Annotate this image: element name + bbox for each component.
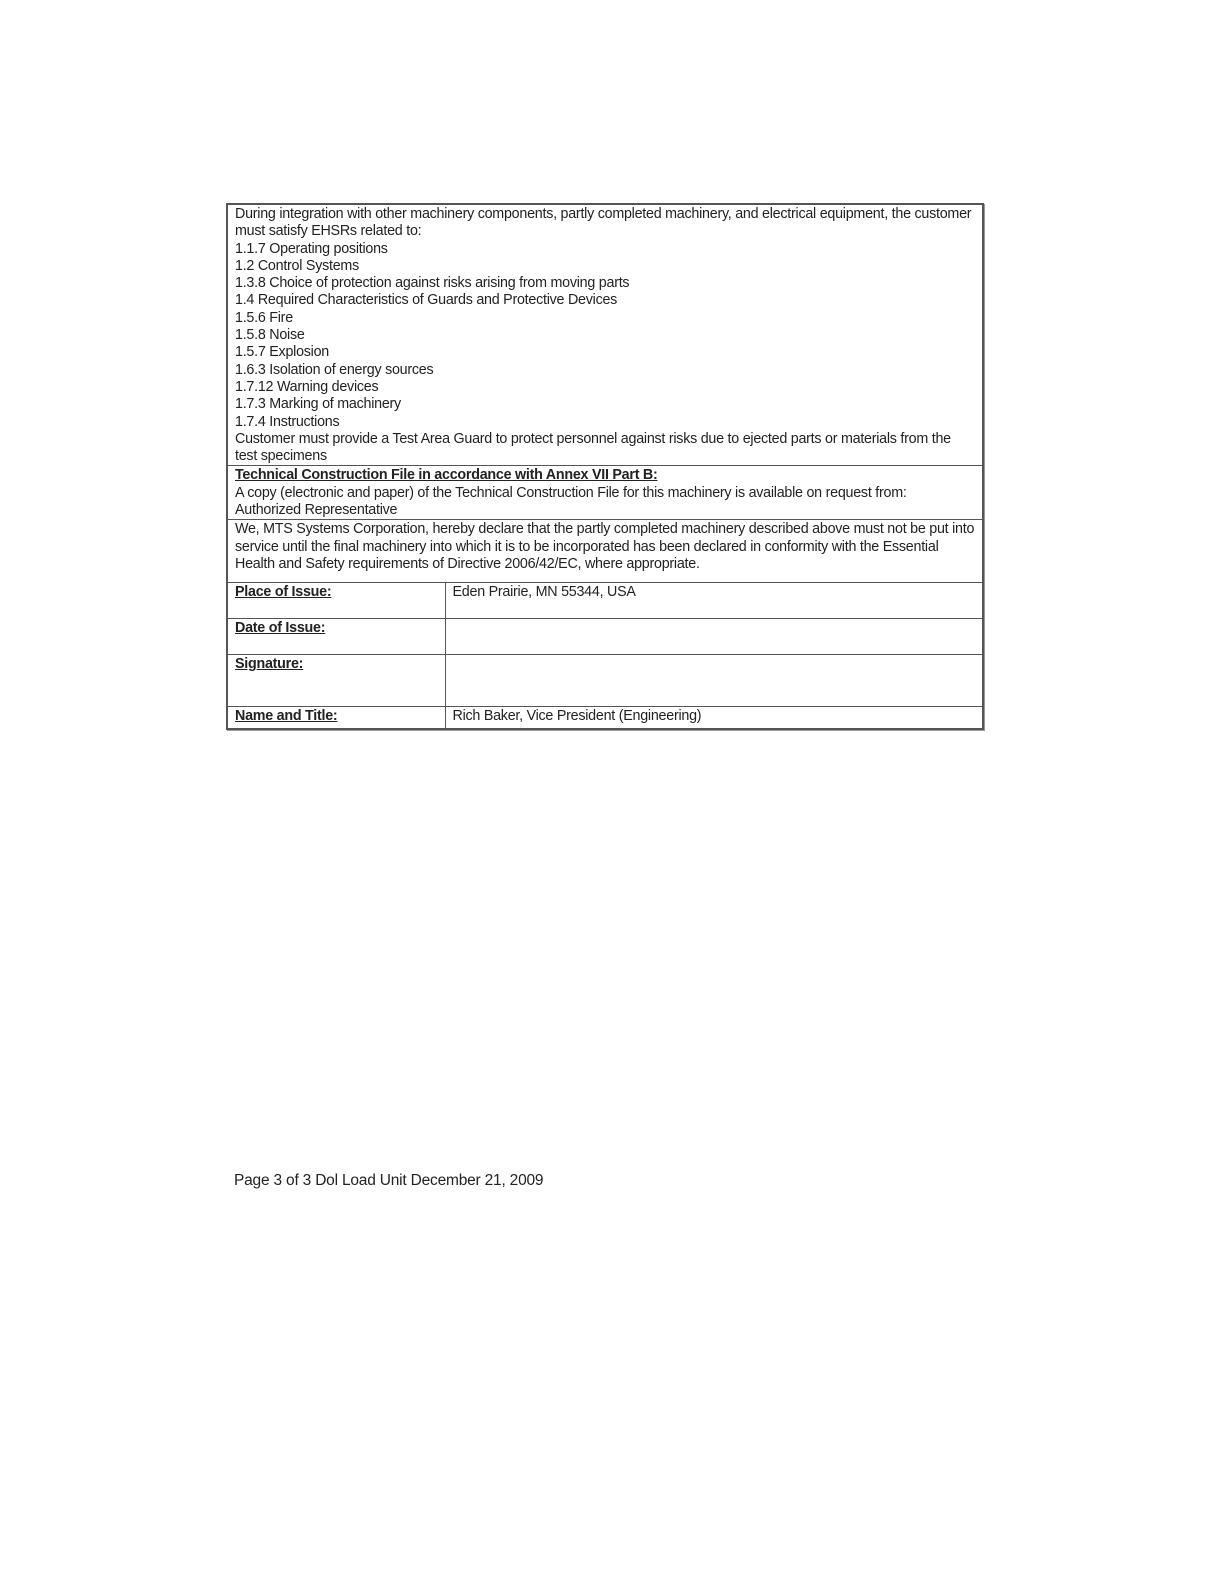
date-of-issue-row <box>228 619 982 655</box>
integration-row <box>228 205 982 466</box>
ehsr-item: 1.7.12 Warning devices <box>235 378 379 395</box>
date-of-issue-label-cell <box>228 619 445 655</box>
name-and-title-value: Rich Baker, Vice President (Engineering) <box>452 708 702 725</box>
date-of-issue-value-cell <box>445 619 982 655</box>
declaration-cell <box>228 520 982 583</box>
name-and-title-row <box>228 707 982 729</box>
signature-value-cell <box>445 655 982 707</box>
declaration-document <box>226 203 984 730</box>
signature-label: Signature: <box>235 656 304 673</box>
technical-file-row <box>228 466 982 520</box>
declaration-table <box>228 205 982 728</box>
ehsr-item: 1.7.3 Marking of machinery <box>235 396 401 413</box>
ehsr-item: 1.1.7 Operating positions <box>235 240 388 257</box>
name-and-title-value-cell <box>445 707 982 729</box>
technical-file-text: A copy (electronic and paper) of the Technical Construction File for this machinery is available on request from: <box>235 484 907 501</box>
integration-cell <box>228 205 982 466</box>
ehsr-item: 1.4 Required Characteristics of Guards and Protective Devices <box>235 292 618 309</box>
place-of-issue-label-cell <box>228 583 445 619</box>
name-and-title-label: Name and Title: <box>235 708 338 725</box>
ehsr-item: 1.5.8 Noise <box>235 327 305 344</box>
technical-file-contact: Authorized Representative <box>235 502 398 519</box>
place-of-issue-value-cell <box>445 583 982 619</box>
ehsr-item: 1.6.3 Isolation of energy sources <box>235 361 434 378</box>
technical-file-cell <box>228 466 982 520</box>
integration-intro: During integration with other machinery components, partly completed machinery, and electrical equipment, the customer must satisfy EHSRs related to: <box>235 206 972 240</box>
place-of-issue-row <box>228 583 982 619</box>
technical-file-heading: Technical Construction File in accordance with Annex VII Part B: <box>235 467 658 484</box>
place-of-issue-value: Eden Prairie, MN 55344, USA <box>452 584 636 601</box>
place-of-issue-label: Place of Issue: <box>235 584 332 601</box>
ehsr-item: 1.7.4 Instructions <box>235 413 340 430</box>
signature-row <box>228 655 982 707</box>
signature-label-cell <box>228 655 445 707</box>
name-and-title-label-cell <box>228 707 445 729</box>
declaration-row <box>228 520 982 583</box>
ehsr-item: 1.5.7 Explosion <box>235 344 330 361</box>
ehsr-item: 1.5.6 Fire <box>235 309 293 326</box>
page-footer: Page 3 of 3 Dol Load Unit December 21, 2009 <box>234 1172 544 1189</box>
test-area-guard-note: Customer must provide a Test Area Guard to protect personnel against risks due to ejected parts or materials from the test specimens <box>235 430 951 465</box>
declaration-text: We, MTS Systems Corporation, hereby declare that the partly completed machinery described above must not be put into service until the final machinery into which it is to be incorporated has been declared in conformity with the Essential Health and Safety requirements of Directive 2006/42/EC, where appropriate. <box>235 521 975 572</box>
ehsr-item: 1.3.8 Choice of protection against risks arising from moving parts <box>235 275 630 292</box>
ehsr-item: 1.2 Control Systems <box>235 257 359 274</box>
date-of-issue-label: Date of Issue: <box>235 620 326 637</box>
